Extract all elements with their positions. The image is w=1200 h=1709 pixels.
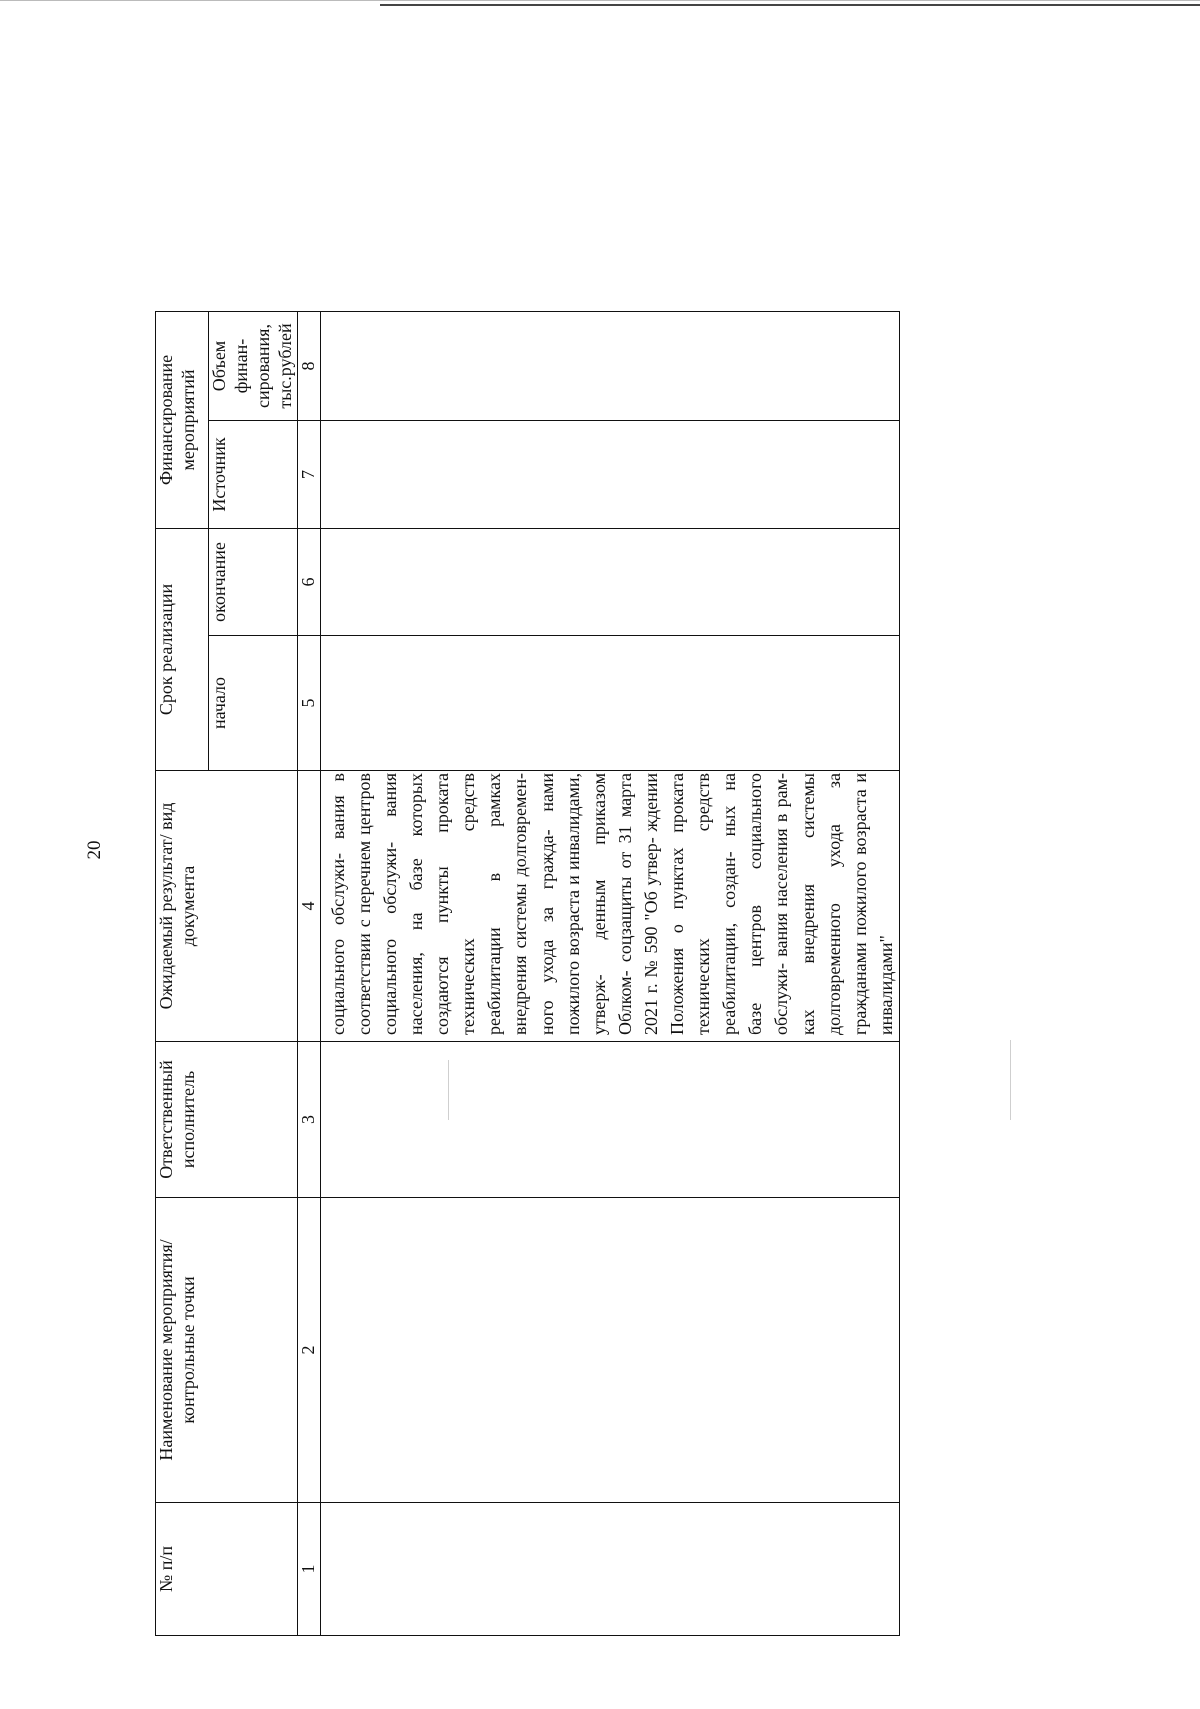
column-number: 1 [297, 1503, 320, 1636]
cell-result [320, 771, 899, 1042]
header-volume: Объем финан- сирования, тыс.рублей [209, 312, 298, 421]
cell-num [320, 1503, 899, 1636]
cell-responsible [320, 1042, 899, 1198]
cell-end [320, 529, 899, 636]
header-start: начало [209, 636, 298, 771]
header-term-group: Срок реализации [156, 529, 209, 771]
column-number: 4 [297, 771, 320, 1042]
header-result: Ожидаемый результат/ вид документа [156, 771, 298, 1042]
cell-source [320, 421, 899, 529]
header-end: окончание [209, 529, 298, 636]
result-text: социального обслужи- вания в соответствии с перечнем центров социального обслужи- вания населения, на базе которых создаются пункты проката технических средств реабилитации в рамках внедрения системы долговремен- ного ухода за гражда- нами пожилого возраста и инвалидами, утверж- денным приказом Облком- соцзащиты от 31 марта 2021 г. № 590 "Об утвер- ждении Положения о пунктах проката технических средств реабилитации, создан- ных на базе центров социального обслужи- вания населения в рам- ках внедрения системы долговременного ухода за гражданами пожилого возраста и инвалидами" [327, 773, 896, 1035]
column-number: 7 [297, 421, 320, 529]
column-number: 5 [297, 636, 320, 771]
column-number: 6 [297, 529, 320, 636]
table-row [320, 312, 899, 1636]
page-number: 20 [84, 840, 105, 860]
column-number: 3 [297, 1042, 320, 1198]
cell-volume [320, 312, 899, 421]
header-responsible: Ответственный исполнитель [156, 1042, 298, 1198]
header-source: Источник [209, 421, 298, 529]
plan-table [155, 311, 900, 1636]
header-num: № п/п [156, 1503, 298, 1636]
cell-name [320, 1198, 899, 1503]
column-number: 2 [297, 1198, 320, 1503]
cell-start [320, 636, 899, 771]
header-name: Наименование мероприятия/ контрольные точки [156, 1198, 298, 1503]
header-finance-group: Финансирование мероприятий [156, 312, 209, 529]
column-number: 8 [297, 312, 320, 421]
